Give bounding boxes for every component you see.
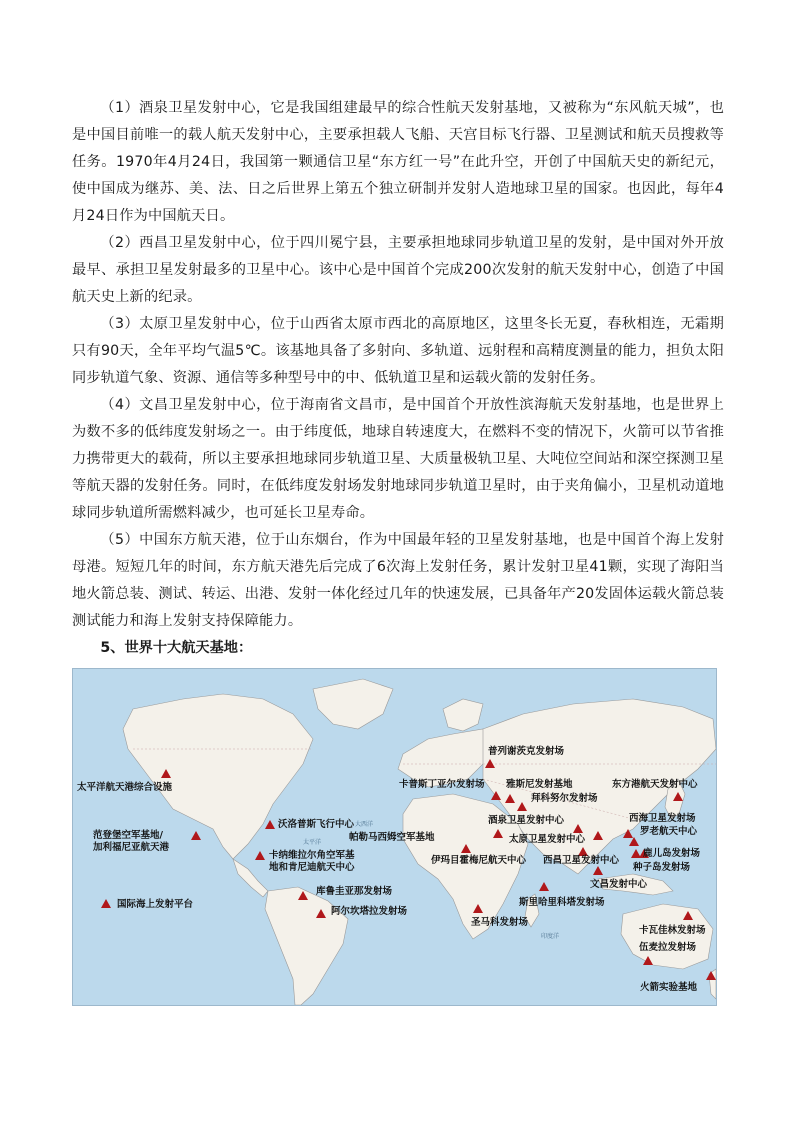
site-label-sriharikota: 斯里哈里科塔发射场: [519, 897, 605, 908]
site-marker: [517, 802, 527, 811]
site-marker: [673, 792, 683, 801]
world-spaceports-map: [72, 668, 717, 1006]
site-marker: [593, 831, 603, 840]
site-marker: [573, 824, 583, 833]
paragraph-dongfang: （5）中国东方航天港，位于山东烟台，作为中国最年轻的卫星发射基地，也是中国首个海上发射母港。短短几年的时间，东方航天港先后完成了6次海上发射任务，累计发射卫星41颗，实现了海阳当地火箭总装、测试、转运、出港、发射一体化经过几年的快速发展，已具备年产20发固体运载火箭总装测试能力和海上发射支持保障能力。: [72, 532, 724, 629]
site-label-jiuquan: 酒泉卫星发射中心: [488, 815, 565, 826]
site-marker: [629, 837, 639, 846]
site-label-pacific-spaceport: 太平洋航天港综合设施: [77, 782, 173, 793]
section-heading: 5、世界十大航天基地：: [100, 640, 253, 656]
site-marker: [485, 759, 495, 768]
site-marker: [316, 909, 326, 918]
site-label-kourou: 库鲁圭亚那发射场: [316, 886, 393, 897]
ocean-label-indian: 印度洋: [541, 933, 560, 940]
site-marker: [643, 956, 653, 965]
ocean-label-pacific: 太平洋: [303, 839, 322, 846]
site-label-cape-canaveral: 卡纳维拉尔角空军基 地和肯尼迪航天中心: [269, 850, 355, 873]
paragraph-jiuquan: （1）酒泉卫星发射中心，它是我国组建最早的综合性航天发射基地，又被称为“东风航天城”，也是中国目前唯一的载人航天发射中心，主要承担载人飞船、天宫目标飞行器、卫星测试和航天员搜救等任务。1970年4月24日，我国第一颗通信卫星“东方红一号”在此升空，开创了中国航天史的新纪元，使中国成为继苏、美、法、日之后世界上第五个独立研制并发射人造地球卫星的国家。也因此，每年4月24日作为中国航天日。: [72, 100, 724, 224]
site-label-naro: 罗老航天中心: [640, 826, 698, 837]
site-label-yasny: 雅斯尼发射基地: [506, 779, 573, 790]
site-marker: [493, 829, 503, 838]
site-label-wallops: 沃洛普斯飞行中心: [278, 819, 355, 830]
site-marker: [101, 899, 111, 908]
site-marker: [461, 844, 471, 853]
site-marker: [593, 866, 603, 875]
site-label-wenchang: 文昌发射中心: [590, 879, 648, 890]
site-label-vostochny: 东方港航天发射中心: [612, 779, 698, 790]
site-marker: [539, 882, 549, 891]
site-marker: [191, 831, 201, 840]
site-marker: [255, 851, 265, 860]
site-marker: [505, 794, 515, 803]
paragraph-xichang: （2）西昌卫星发射中心，位于四川冕宁县，主要承担地球同步轨道卫星的发射，是中国对外开放最早、承担卫星发射最多的卫星中心。该中心是中国首个完成200次发射的航天发射中心，创造了中国航天史上新的纪录。: [72, 235, 724, 305]
site-label-plesetsk: 普列谢茨克发射场: [488, 746, 565, 757]
site-marker: [473, 904, 483, 913]
site-label-san-marco: 圣马科发射场: [471, 917, 529, 928]
site-label-tanegashima: 种子岛发射场: [633, 862, 691, 873]
site-marker: [706, 971, 716, 980]
ocean-label-atlantic: 大西洋: [355, 821, 374, 828]
site-label-alcantara: 阿尔坎塔拉发射场: [331, 906, 408, 917]
site-marker: [683, 911, 693, 920]
site-marker: [491, 791, 501, 800]
site-label-baikonur: 拜科努尔发射场: [531, 793, 598, 804]
site-label-sea-launch: 国际海上发射平台: [117, 899, 194, 910]
site-label-palmachim: 帕勒马西姆空军基地: [349, 832, 435, 843]
site-label-kapustin-yar: 卡普斯丁亚尔发射场: [399, 779, 485, 790]
site-label-imam-khomeini: 伊玛目霍梅尼航天中心: [431, 855, 527, 866]
site-label-kwajalein: 卡瓦佳林发射场: [639, 925, 706, 936]
site-label-xichang: 西昌卫星发射中心: [543, 855, 620, 866]
site-label-kagoshima: 鹿儿岛发射场: [643, 848, 701, 859]
site-marker: [265, 820, 275, 829]
site-label-rocket-lab: 火箭实验基地: [640, 982, 698, 993]
site-label-sohae: 西海卫星发射场: [629, 813, 696, 824]
site-marker: [298, 891, 308, 900]
site-marker: [161, 769, 171, 778]
site-label-taiyuan: 太原卫星发射中心: [509, 834, 586, 845]
paragraph-taiyuan: （3）太原卫星发射中心，位于山西省太原市西北的高原地区，这里冬长无夏，春秋相连，无霜期只有90天，全年平均气温5℃。该基地具备了多射向、多轨道、远射程和高精度测量的能力，担负太阳同步轨道气象、资源、通信等多种型号中的中、低轨道卫星和运载火箭的发射任务。: [72, 316, 724, 386]
paragraph-wenchang: （4）文昌卫星发射中心，位于海南省文昌市，是中国首个开放性滨海航天发射基地，也是世界上为数不多的低纬度发射场之一。由于纬度低，地球自转速度大，在燃料不变的情况下，火箭可以节省推力携带更大的载荷，所以主要承担地球同步轨道卫星、大质量极轨卫星、大吨位空间站和深空探测卫星等航天器的发射任务。同时，在低纬度发射场发射地球同步轨道卫星时，由于夹角偏小，卫星机动道地球同步轨道所需燃料减少，也可延长卫星寿命。: [72, 397, 724, 521]
article-body: [72, 95, 724, 662]
site-label-vandenberg: 范登堡空军基地/ 加利福尼亚航天港: [93, 830, 170, 853]
site-label-woomera: 伍麦拉发射场: [639, 942, 697, 953]
